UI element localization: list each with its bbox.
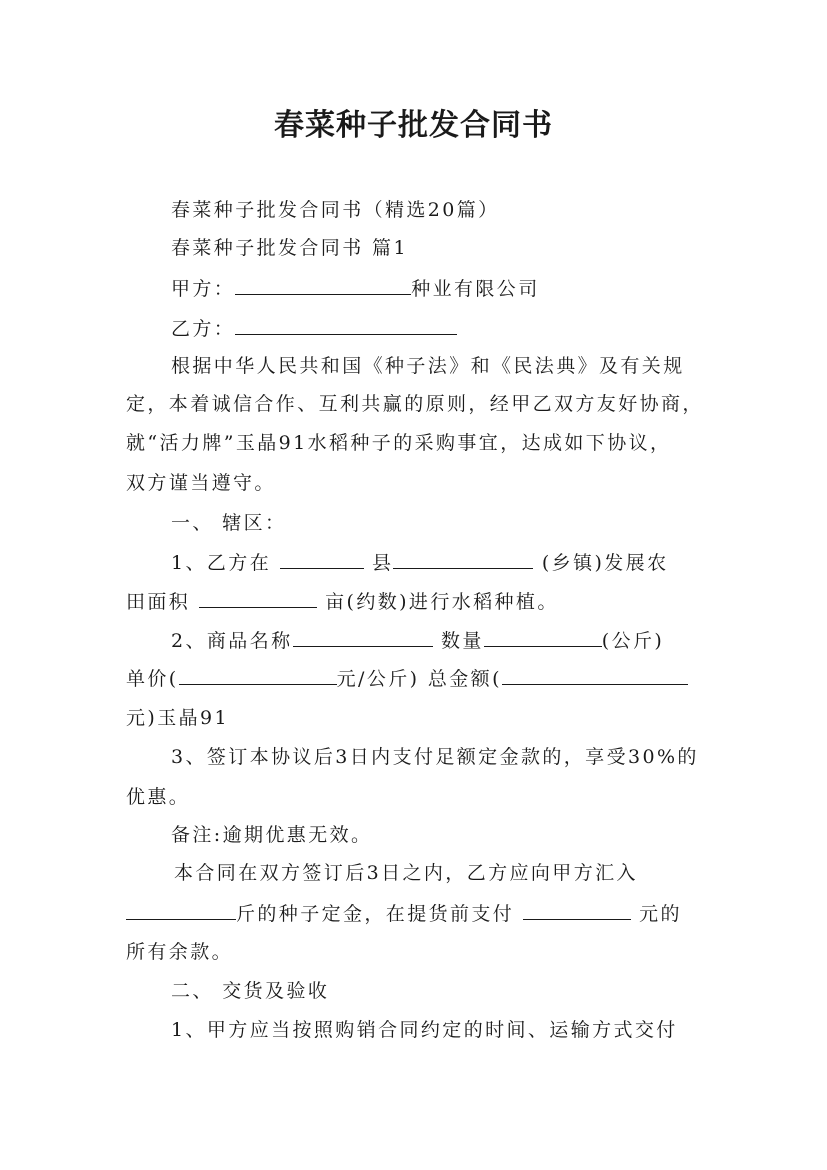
clause-line [126, 586, 559, 616]
clause-line: 3、签订本协议后3日内支付足额定金款的，享受30%的 [171, 746, 699, 768]
clause-line: 优惠。 [126, 786, 191, 808]
paragraph-text: 元的 [639, 903, 682, 925]
party-a-company: 种业有限公司 [411, 278, 540, 300]
total-amount-blank [502, 663, 688, 685]
clause-line [171, 547, 669, 577]
paragraph-line [126, 898, 682, 928]
clause-text: 数量 [440, 630, 484, 652]
paragraph-line: 就“活力牌”玉晶91水稻种子的采购事宜，达成如下协议， [126, 432, 672, 454]
clause-text: 1、乙方在 [171, 552, 272, 574]
party-b-blank [235, 313, 457, 335]
paragraph-line: 所有余款。 [126, 941, 234, 963]
party-a-line [171, 273, 540, 303]
unit-price-blank [179, 663, 337, 685]
paragraph-line: 本合同在双方签订后3日之内，乙方应向甲方汇入 [174, 862, 638, 884]
clause-text: (公斤) [601, 630, 665, 652]
subtitle-line: 春菜种子批发合同书（精选20篇） [171, 199, 500, 221]
party-a-blank [235, 273, 411, 295]
area-blank [199, 586, 317, 608]
clause-text: (乡镇)发展农 [541, 552, 669, 574]
section-heading: 春菜种子批发合同书 篇1 [171, 237, 408, 259]
quantity-blank [484, 625, 602, 647]
party-b-label: 乙方： [171, 318, 236, 340]
clause-text: 田面积 [126, 591, 191, 613]
note-line: 备注:逾期优惠无效。 [171, 824, 373, 846]
party-b-line [171, 313, 457, 343]
product-name-blank [293, 625, 433, 647]
clause-text: 元/公斤) 总金额( [336, 668, 502, 690]
clause-text: 单价( [126, 668, 179, 690]
clause-line: 1、甲方应当按照购销合同约定的时间、运输方式交付 [171, 1019, 678, 1041]
clause-text: 2、商品名称 [171, 630, 293, 652]
clause-text: 县 [372, 552, 394, 574]
clause-heading: 二、 交货及验收 [171, 980, 330, 1002]
paragraph-text: 斤的种子定金，在提货前支付 [236, 903, 515, 925]
clause-text: 亩(约数)进行水稻种植。 [325, 591, 559, 613]
paragraph-line: 根据中华人民共和国《种子法》和《民法典》及有关规 [171, 355, 685, 377]
clause-line [126, 663, 688, 693]
county-blank [280, 547, 364, 569]
town-blank [393, 547, 533, 569]
paragraph-line: 双方谨当遵守。 [126, 472, 276, 494]
clause-line [171, 625, 664, 655]
balance-blank [523, 898, 631, 920]
document-title: 春菜种子批发合同书 [274, 108, 553, 143]
clause-line: 元)玉晶91 [126, 707, 229, 729]
clause-heading: 一、 辖区： [171, 512, 287, 534]
deposit-blank [126, 898, 236, 920]
party-a-label: 甲方： [171, 278, 236, 300]
paragraph-line: 定，本着诚信合作、互利共赢的原则，经甲乙双方友好协商， [126, 393, 704, 415]
